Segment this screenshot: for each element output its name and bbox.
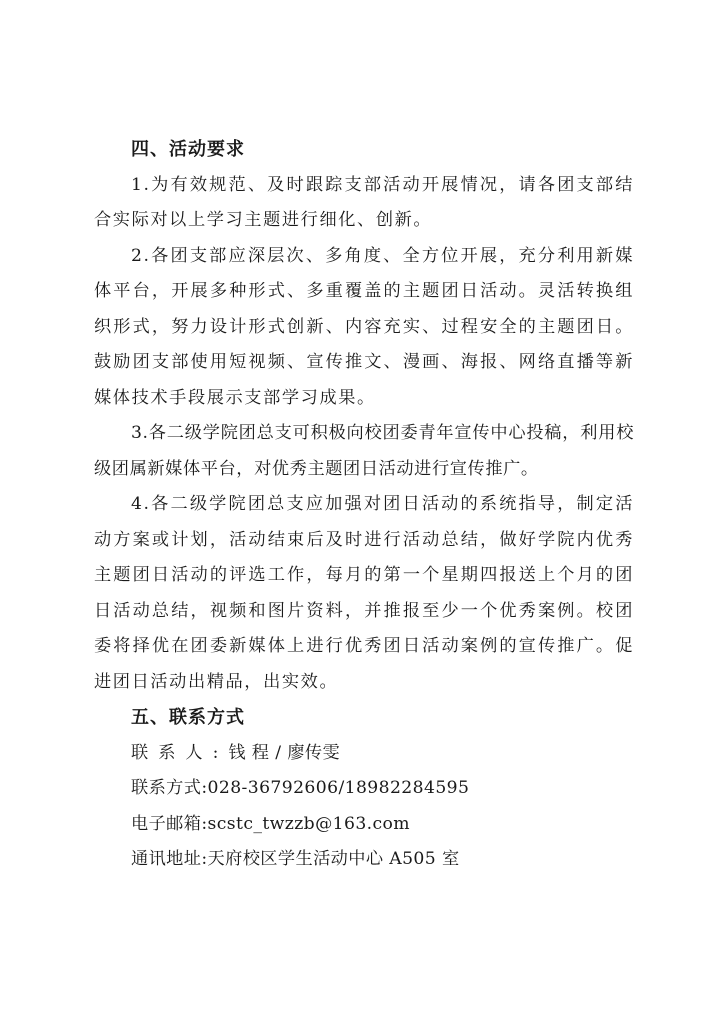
contact-person-label: 联系人: [131, 742, 229, 763]
section-heading-requirements: 四、活动要求 [131, 139, 245, 160]
contact-person-line [94, 736, 634, 772]
contact-address-value: 天府校区学生活动中心 A505 室 [207, 849, 460, 869]
contact-email-line [94, 807, 634, 843]
requirement-item-1: 1.为有效规范、及时跟踪支部活动开展情况，请各团支部结合实际对以上学习主题进行细化、创新。 [94, 174, 634, 230]
contact-email-label: 电子邮箱: [131, 813, 208, 834]
contact-phone-line [94, 771, 634, 807]
document-body [94, 132, 634, 878]
contact-person-value: 钱 程 / 廖传雯 [228, 742, 341, 763]
contact-address-line [94, 842, 634, 878]
contact-phone-value: 028-36792606/18982284595 [207, 778, 470, 798]
requirement-item-3: 3.各二级学院团总支可积极向校团委青年宣传中心投稿，利用校级团属新媒体平台，对优秀主题团日活动进行宣传推广。 [94, 423, 634, 479]
requirement-item-2: 2.各团支部应深层次、多角度、全方位开展，充分利用新媒体平台，开展多种形式、多重覆盖的主题团日活动。灵活转换组织形式，努力设计形式创新、内容充实、过程安全的主题团日。鼓励团支部使用短视频、宣传推文、漫画、海报、网络直播等新媒体技术手段展示支部学习成果。 [94, 245, 634, 408]
contact-email-value: scstc_twzzb@163.com [207, 813, 410, 834]
section-heading-contact: 五、联系方式 [131, 707, 245, 728]
requirement-item-4: 4.各二级学院团总支应加强对团日活动的系统指导，制定活动方案或计划，活动结束后及时进行活动总结，做好学院内优秀主题团日活动的评选工作，每月的第一个星期四报送上个月的团日活动总结，视频和图片资料，并推报至少一个优秀案例。校团委将择优在团委新媒体上进行优秀团日活动案例的宣传推广。促进团日活动出精品，出实效。 [94, 494, 634, 692]
contact-address-label: 通讯地址: [131, 849, 208, 869]
contact-phone-label: 联系方式: [131, 778, 208, 798]
